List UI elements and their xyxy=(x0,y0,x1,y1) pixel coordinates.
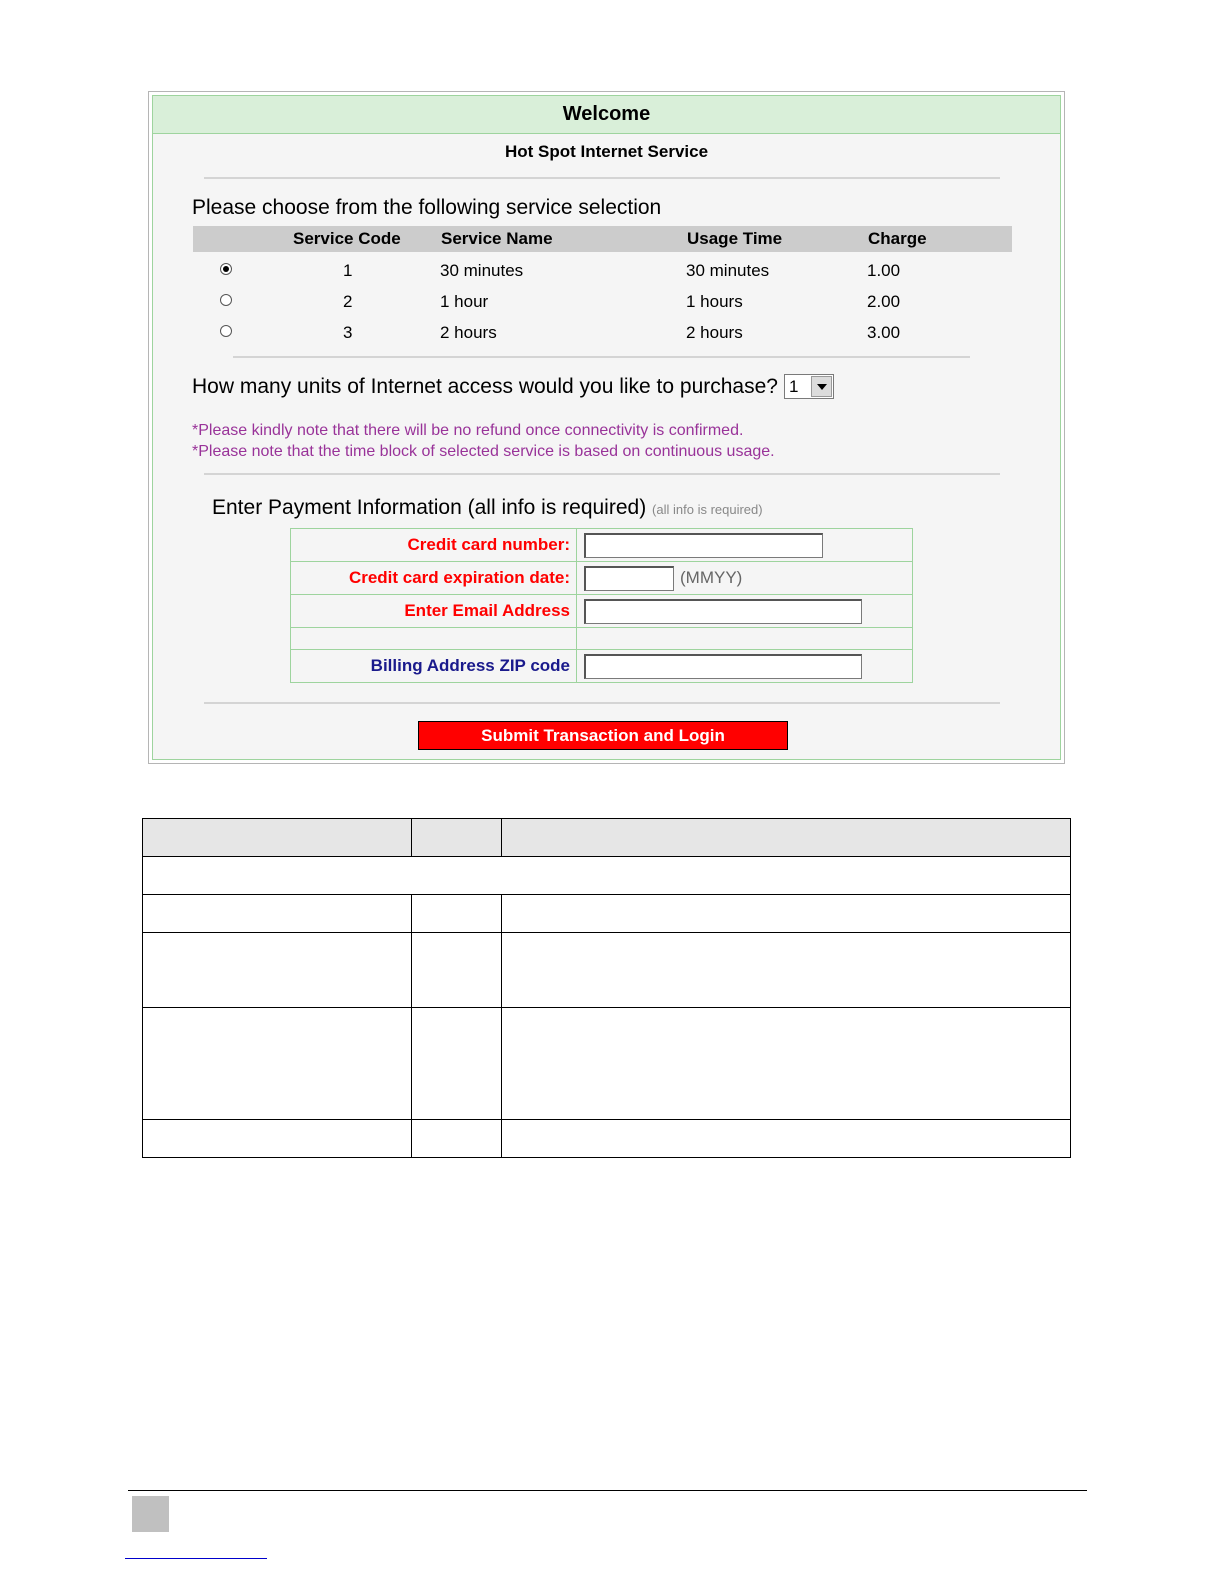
usage-time: 1 hours xyxy=(686,292,743,311)
service-row xyxy=(193,319,1012,347)
divider xyxy=(204,473,1000,475)
service-radio-2[interactable] xyxy=(220,294,232,306)
submit-transaction-button[interactable]: Submit Transaction and Login xyxy=(418,721,788,750)
footer-link-underline[interactable] xyxy=(125,1558,267,1559)
zip-cell xyxy=(577,650,913,683)
table-cell xyxy=(501,1120,1070,1158)
units-row xyxy=(192,374,834,399)
divider xyxy=(204,702,1000,704)
divider xyxy=(233,356,970,358)
units-select-value: 1 xyxy=(788,377,799,396)
table-cell xyxy=(143,933,412,1008)
form-row-spacer xyxy=(291,628,913,650)
service-name: 2 hours xyxy=(440,323,497,342)
expiration-format-hint: (MMYY) xyxy=(680,568,743,587)
table-cell xyxy=(411,1008,501,1120)
email-label: Enter Email Address xyxy=(291,595,577,628)
charge: 2.00 xyxy=(867,292,901,311)
service-code: 2 xyxy=(343,292,353,311)
column-service-name: Service Name xyxy=(441,229,553,248)
expiration-cell xyxy=(577,562,913,595)
service-name: 30 minutes xyxy=(440,261,524,280)
zip-input[interactable] xyxy=(584,654,862,679)
service-subtitle: Hot Spot Internet Service xyxy=(504,142,709,161)
table-row xyxy=(143,895,1071,933)
welcome-title: Welcome xyxy=(153,96,1060,134)
service-table-header xyxy=(193,226,1012,252)
usage-time: 30 minutes xyxy=(686,261,770,280)
table-row xyxy=(143,1008,1071,1120)
table-cell xyxy=(501,819,1070,857)
form-row-zip xyxy=(291,650,913,683)
payment-heading-text: Enter Payment Information (all info is required) xyxy=(212,496,647,519)
payment-heading xyxy=(212,496,763,520)
units-question: How many units of Internet access would you like to purchase? xyxy=(192,374,778,398)
portal-inner xyxy=(152,95,1061,760)
spacer-cell xyxy=(577,628,913,650)
charge: 3.00 xyxy=(867,323,901,342)
service-selection-heading: Please choose from the following service selection xyxy=(192,196,662,219)
table-cell xyxy=(411,895,501,933)
document-table xyxy=(142,818,1071,1158)
column-usage-time: Usage Time xyxy=(687,229,783,248)
form-row-email xyxy=(291,595,913,628)
table-row xyxy=(143,857,1071,895)
zip-label: Billing Address ZIP code xyxy=(291,650,577,683)
card-number-cell xyxy=(577,529,913,562)
card-number-label: Credit card number: xyxy=(291,529,577,562)
table-header-row xyxy=(143,819,1071,857)
hotspot-portal-panel xyxy=(148,91,1065,764)
payment-form-table xyxy=(290,528,913,683)
table-cell xyxy=(143,1120,412,1158)
card-number-input[interactable] xyxy=(584,533,823,558)
page-number-box xyxy=(132,1496,169,1532)
table-cell xyxy=(501,933,1070,1008)
table-cell xyxy=(143,895,412,933)
service-radio-3[interactable] xyxy=(220,325,232,337)
table-cell xyxy=(143,1008,412,1120)
service-row xyxy=(193,257,1012,285)
table-cell xyxy=(411,1120,501,1158)
charge: 1.00 xyxy=(867,261,901,280)
column-service-code: Service Code xyxy=(293,229,401,248)
form-row-expiration xyxy=(291,562,913,595)
service-code: 1 xyxy=(343,261,353,280)
chevron-down-icon[interactable] xyxy=(811,376,832,397)
service-radio-1[interactable] xyxy=(220,263,232,275)
table-cell xyxy=(143,857,1071,895)
table-row xyxy=(143,1120,1071,1158)
table-cell xyxy=(411,933,501,1008)
service-row xyxy=(193,288,1012,316)
footer-rule xyxy=(128,1490,1087,1491)
usage-note: *Please note that the time block of selected service is based on continuous usage. xyxy=(192,443,775,460)
email-input[interactable] xyxy=(584,599,862,624)
table-cell xyxy=(501,1008,1070,1120)
spacer-cell xyxy=(291,628,577,650)
expiration-input[interactable] xyxy=(584,566,674,591)
divider xyxy=(204,177,1000,179)
service-name: 1 hour xyxy=(440,292,489,311)
email-cell xyxy=(577,595,913,628)
usage-time: 2 hours xyxy=(686,323,743,342)
units-select[interactable] xyxy=(784,374,834,399)
table-cell xyxy=(411,819,501,857)
table-row xyxy=(143,933,1071,1008)
payment-heading-note: (all info is required) xyxy=(652,502,763,517)
form-row-card-number xyxy=(291,529,913,562)
table-cell xyxy=(501,895,1070,933)
expiration-label: Credit card expiration date: xyxy=(291,562,577,595)
service-code: 3 xyxy=(343,323,353,342)
column-charge: Charge xyxy=(868,229,927,248)
table-cell xyxy=(143,819,412,857)
refund-note: *Please kindly note that there will be no refund once connectivity is confirmed. xyxy=(192,422,744,439)
